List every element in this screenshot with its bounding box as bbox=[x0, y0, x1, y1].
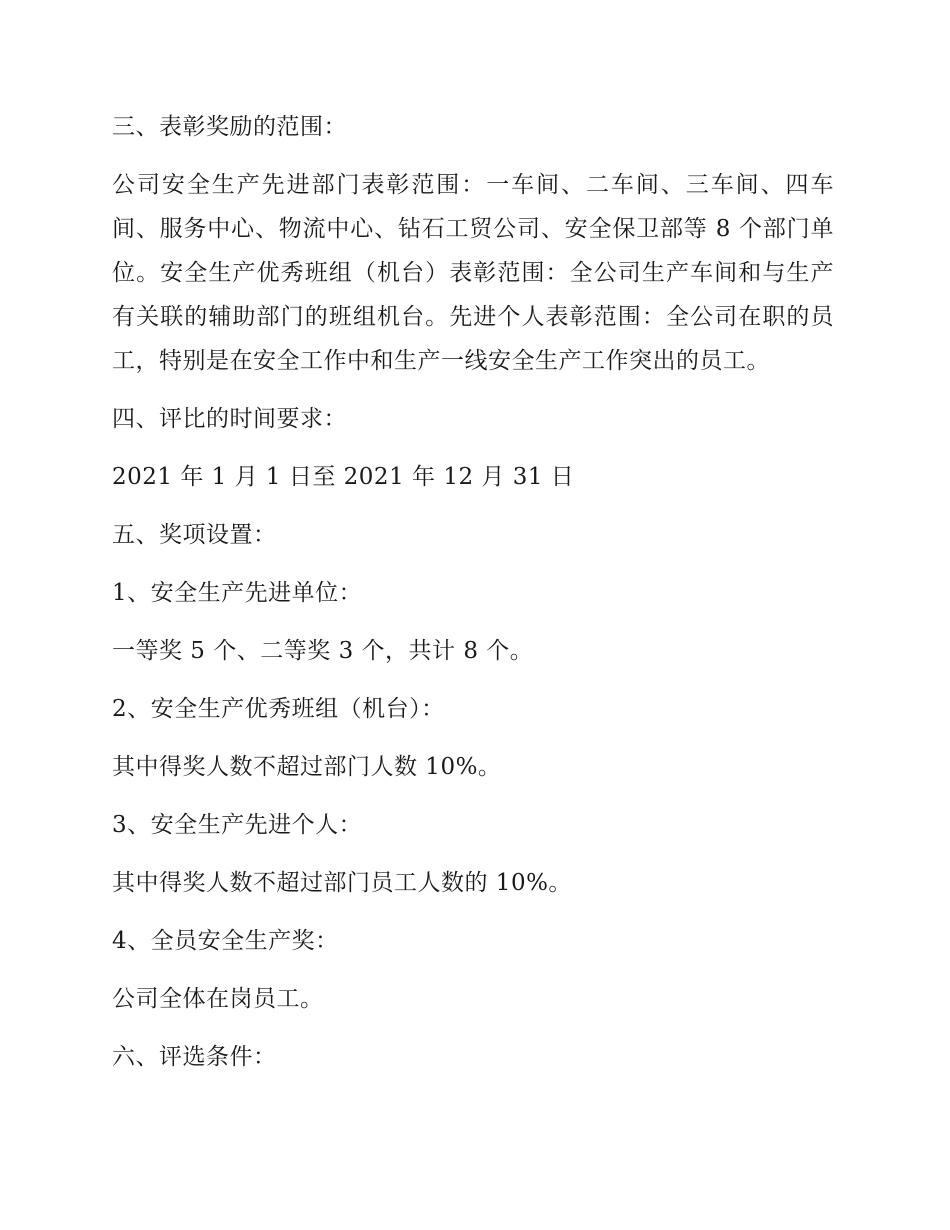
section-heading-scope: 三、表彰奖励的范围： bbox=[112, 114, 347, 140]
section-heading-awards: 五、奖项设置： bbox=[112, 522, 277, 548]
award-body-advanced-unit: 一等奖 5 个、二等奖 3 个，共计 8 个。 bbox=[112, 638, 534, 664]
award-title-excellent-team: 2、安全生产优秀班组（机台）： bbox=[112, 696, 445, 722]
section-body-scope: 公司安全生产先进部门表彰范围：一车间、二车间、三车间、四车间、服务中心、物流中心、钻石工贸公司、安全保卫部等 8 个部门单位。安全生产优秀班组（机台）表彰范围：全公司生产车间和与生产有关联的辅助部门的班组机台。先进个人表彰范围：全公司在职的员工，特别是在安全工作中和生产一线安全生产工作突出的员工。 bbox=[112, 172, 834, 374]
section-body-time: 2021 年 1 月 1 日至 2021 年 12 月 31 日 bbox=[112, 464, 575, 490]
award-body-all-staff: 公司全体在岗员工。 bbox=[112, 986, 324, 1012]
section-heading-criteria: 六、评选条件： bbox=[112, 1044, 277, 1070]
award-title-advanced-unit: 1、安全生产先进单位： bbox=[112, 580, 363, 606]
award-body-excellent-team: 其中得奖人数不超过部门人数 10%。 bbox=[112, 754, 502, 780]
document-page bbox=[112, 105, 834, 1093]
award-title-all-staff: 4、全员安全生产奖： bbox=[112, 928, 339, 954]
award-title-advanced-individual: 3、安全生产先进个人： bbox=[112, 812, 363, 838]
section-heading-time: 四、评比的时间要求： bbox=[112, 406, 347, 432]
award-body-advanced-individual: 其中得奖人数不超过部门员工人数的 10%。 bbox=[112, 870, 572, 896]
